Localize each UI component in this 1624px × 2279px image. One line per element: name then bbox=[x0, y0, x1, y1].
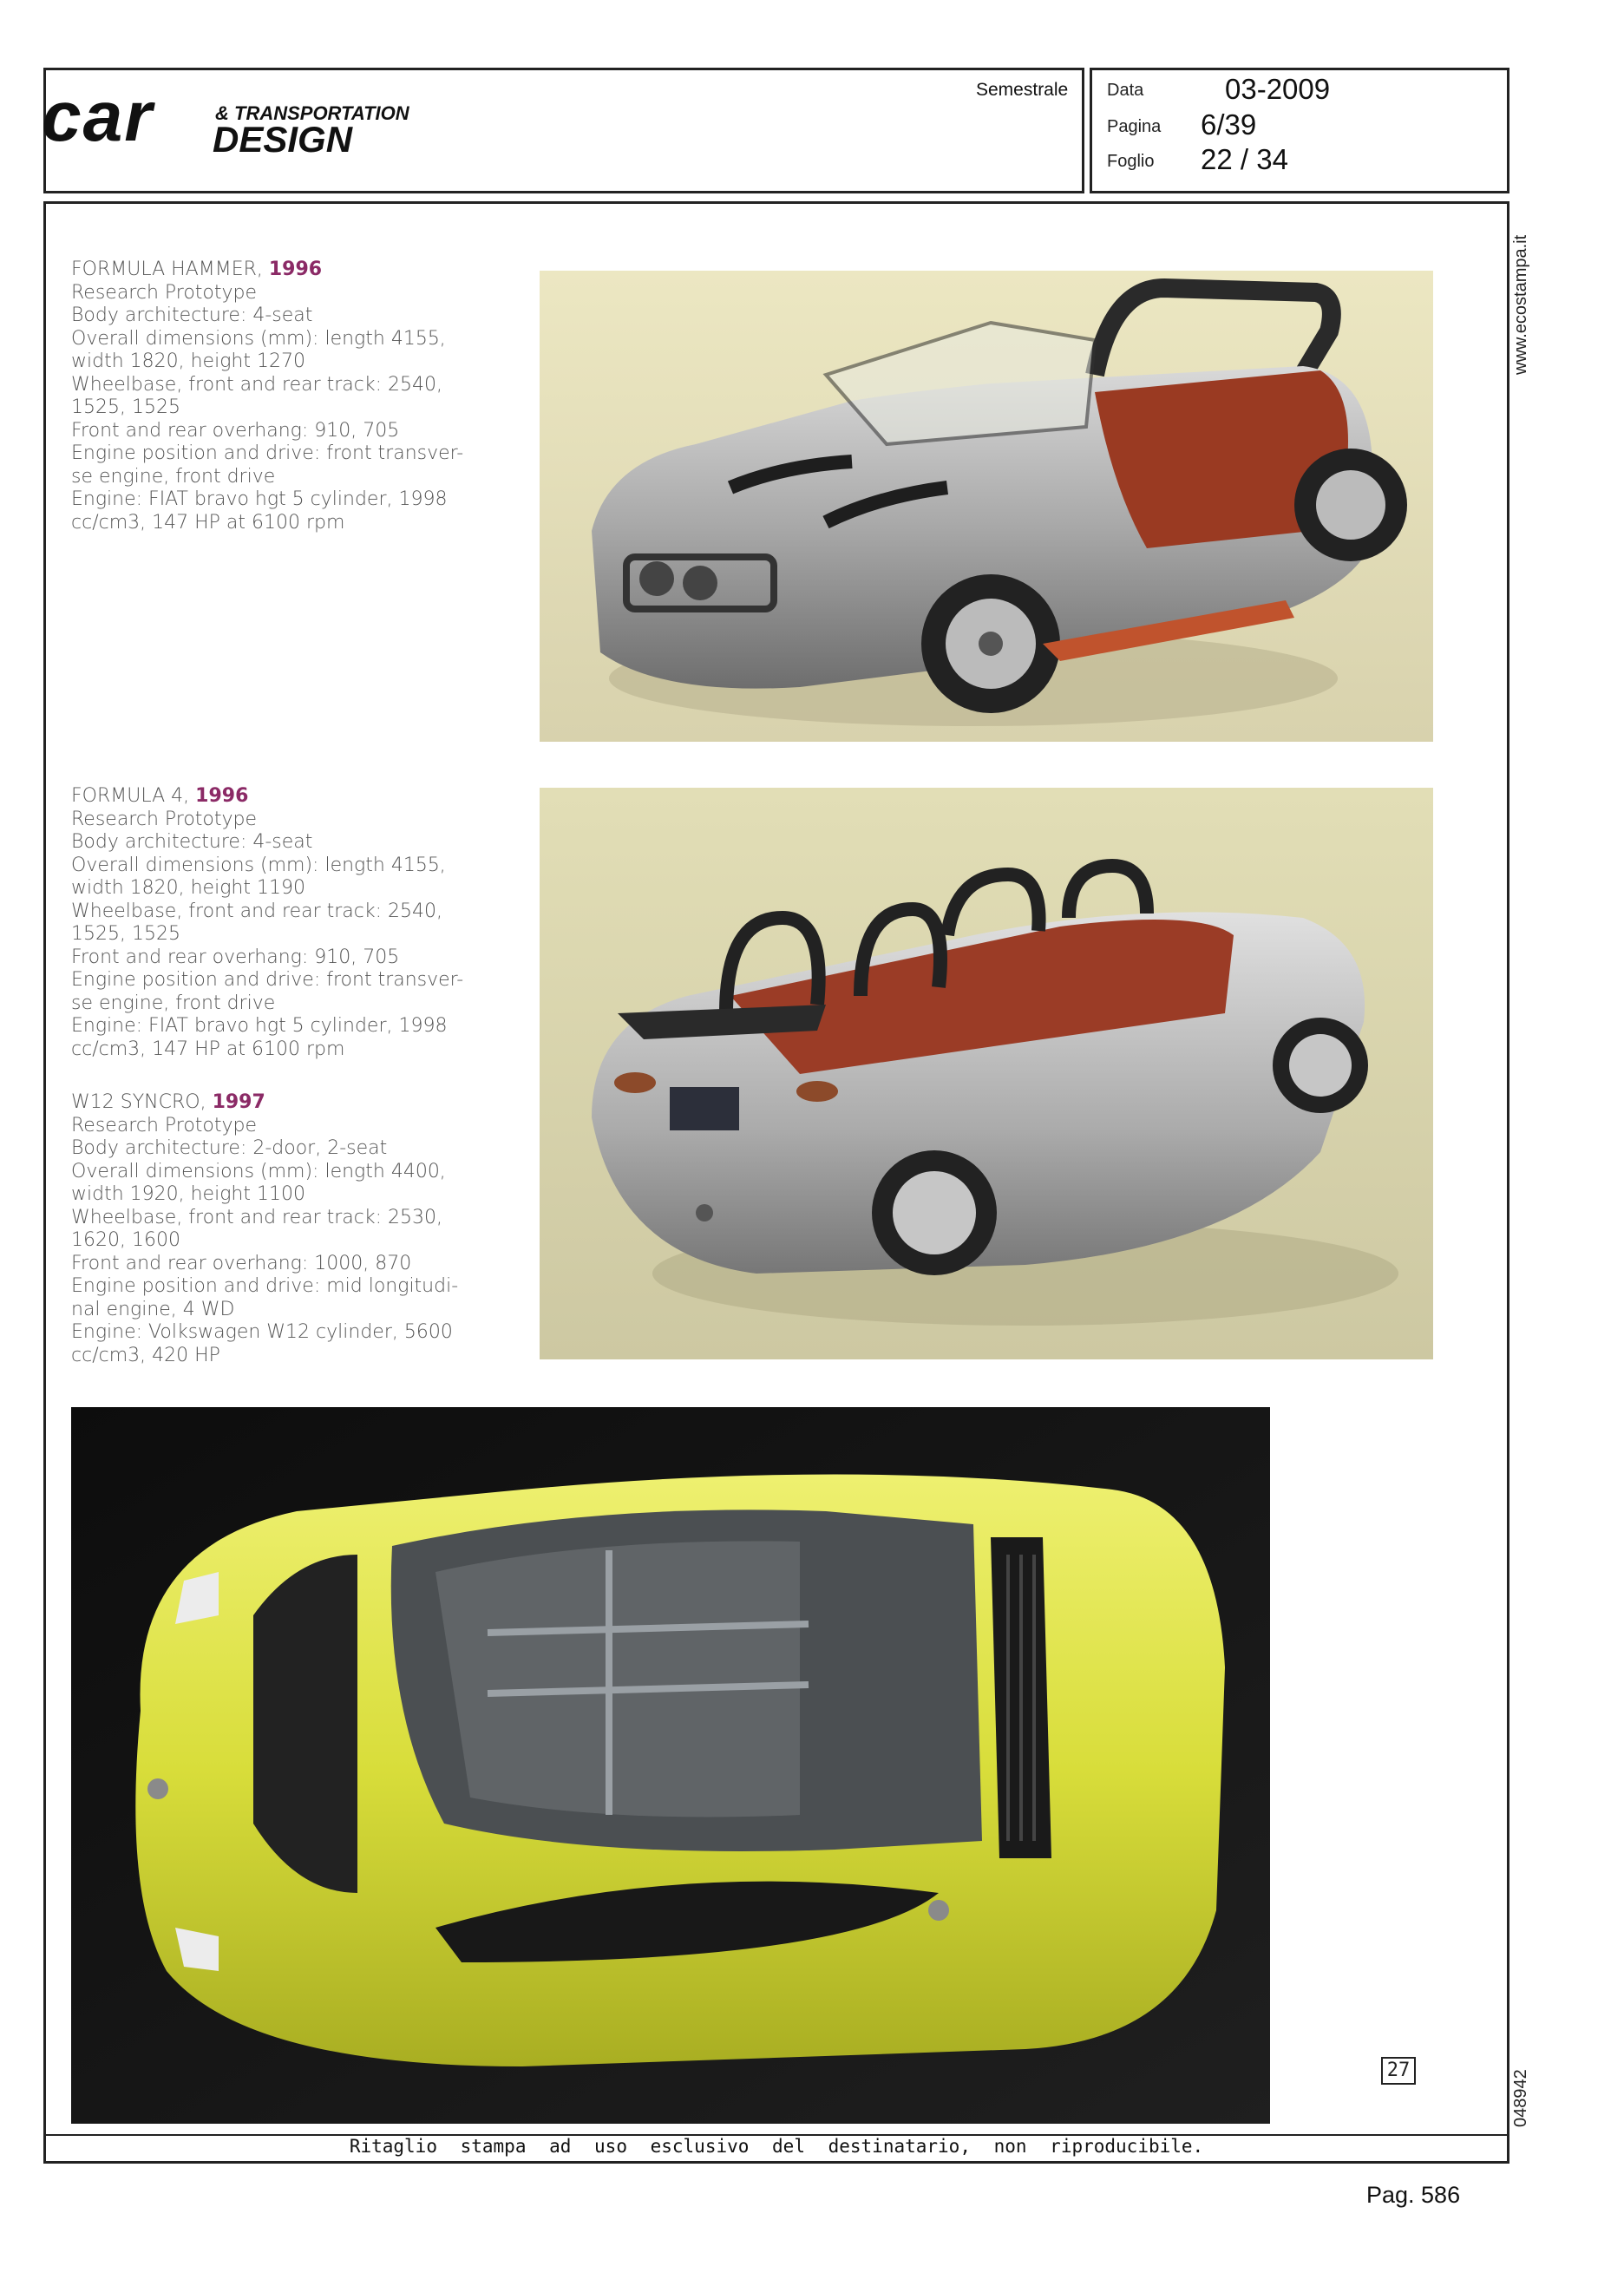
spec-line: Engine: FIAT bravo hgt 5 cylinder, 1998 bbox=[71, 1015, 448, 1037]
photo-w12-syncro bbox=[71, 1407, 1270, 2124]
spec-line: Body architecture: 4-seat bbox=[71, 831, 313, 853]
spec-line: se engine, front drive bbox=[71, 465, 276, 488]
spec-line: Front and rear overhang: 910, 705 bbox=[71, 419, 400, 442]
car-name: W12 SYNCRO, bbox=[71, 1091, 213, 1113]
spec-line: cc/cm3, 147 HP at 6100 rpm bbox=[71, 511, 345, 534]
spec-line: Engine position and drive: mid longitudi- bbox=[71, 1275, 459, 1297]
spec-line: 1620, 1600 bbox=[71, 1229, 180, 1251]
spec-line: width 1920, height 1100 bbox=[71, 1183, 305, 1205]
spec-line: Wheelbase, front and rear track: 2530, bbox=[71, 1206, 443, 1228]
car-spec-w12-syncro bbox=[71, 1091, 522, 1367]
car-name: FORMULA HAMMER, bbox=[71, 259, 269, 280]
photo-formula-hammer bbox=[540, 271, 1433, 742]
car-title bbox=[71, 785, 522, 809]
spec-line: Overall dimensions (mm): length 4400, bbox=[71, 1160, 446, 1182]
photo-formula-4 bbox=[540, 788, 1433, 1359]
spec-line: cc/cm3, 147 HP at 6100 rpm bbox=[71, 1038, 345, 1060]
spec-line: Front and rear overhang: 1000, 870 bbox=[71, 1252, 412, 1274]
spec-line: nal engine, 4 WD bbox=[71, 1298, 235, 1320]
spec-line: Engine: FIAT bravo hgt 5 cylinder, 1998 bbox=[71, 488, 448, 510]
spec-line: se engine, front drive bbox=[71, 992, 276, 1014]
spec-line: Engine position and drive: front transver- bbox=[71, 969, 464, 991]
car-title bbox=[71, 1091, 522, 1115]
spec-line: 1525, 1525 bbox=[71, 923, 180, 945]
meta-sheet-label: Foglio bbox=[1107, 152, 1155, 171]
footer-disclaimer: Ritaglio stampa ad uso esclusivo del destinatario, non riproducibile. bbox=[349, 2136, 1204, 2157]
meta-date-label: Data bbox=[1107, 81, 1144, 100]
header-masthead-box bbox=[43, 68, 1084, 193]
periodicity-label: Semestrale bbox=[976, 80, 1069, 100]
spec-line: cc/cm3, 420 HP bbox=[71, 1344, 220, 1366]
spec-line: Engine position and drive: front transver- bbox=[71, 442, 464, 464]
car-year: 1996 bbox=[268, 259, 323, 280]
spec-line: Wheelbase, front and rear track: 2540, bbox=[71, 900, 443, 922]
meta-sheet-value: 22 / 34 bbox=[1201, 143, 1288, 175]
spec-line: Wheelbase, front and rear track: 2540, bbox=[71, 373, 443, 396]
spec-line: width 1820, height 1190 bbox=[71, 877, 305, 899]
spec-line: width 1820, height 1270 bbox=[71, 350, 305, 372]
meta-page-value: 6/39 bbox=[1201, 108, 1257, 141]
spec-line: 1525, 1525 bbox=[71, 396, 180, 418]
page-badge: 27 bbox=[1381, 2057, 1416, 2085]
spec-line: Front and rear overhang: 910, 705 bbox=[71, 946, 400, 968]
spec-line: Engine: Volkswagen W12 cylinder, 5600 bbox=[71, 1321, 453, 1343]
car-spec-formula-4 bbox=[71, 785, 522, 1061]
logo-design: DESIGN bbox=[213, 119, 353, 160]
page-number: Pag. 586 bbox=[1366, 2182, 1461, 2208]
spec-line: Overall dimensions (mm): length 4155, bbox=[71, 327, 446, 350]
code-vertical-text: 048942 bbox=[1511, 2069, 1530, 2127]
spec-line: Research Prototype bbox=[71, 808, 258, 830]
logo-transportation: & TRANSPORTATION bbox=[215, 102, 409, 124]
spec-line: Body architecture: 2-door, 2-seat bbox=[71, 1137, 388, 1159]
meta-page-label: Pagina bbox=[1107, 117, 1162, 136]
spec-line: Body architecture: 4-seat bbox=[71, 305, 313, 326]
meta-date-value: 03-2009 bbox=[1225, 73, 1331, 105]
car-spec-formula-hammer bbox=[71, 259, 522, 534]
car-year: 1996 bbox=[195, 785, 249, 807]
spec-line: Overall dimensions (mm): length 4155, bbox=[71, 854, 446, 876]
spec-line: Research Prototype bbox=[71, 1114, 258, 1136]
car-title bbox=[71, 259, 522, 282]
spec-line: Research Prototype bbox=[71, 281, 258, 304]
website-vertical-text: www.ecostampa.it bbox=[1511, 234, 1530, 375]
car-name: FORMULA 4, bbox=[71, 785, 196, 807]
logo-car: car bbox=[42, 77, 154, 156]
car-year: 1997 bbox=[212, 1091, 265, 1113]
